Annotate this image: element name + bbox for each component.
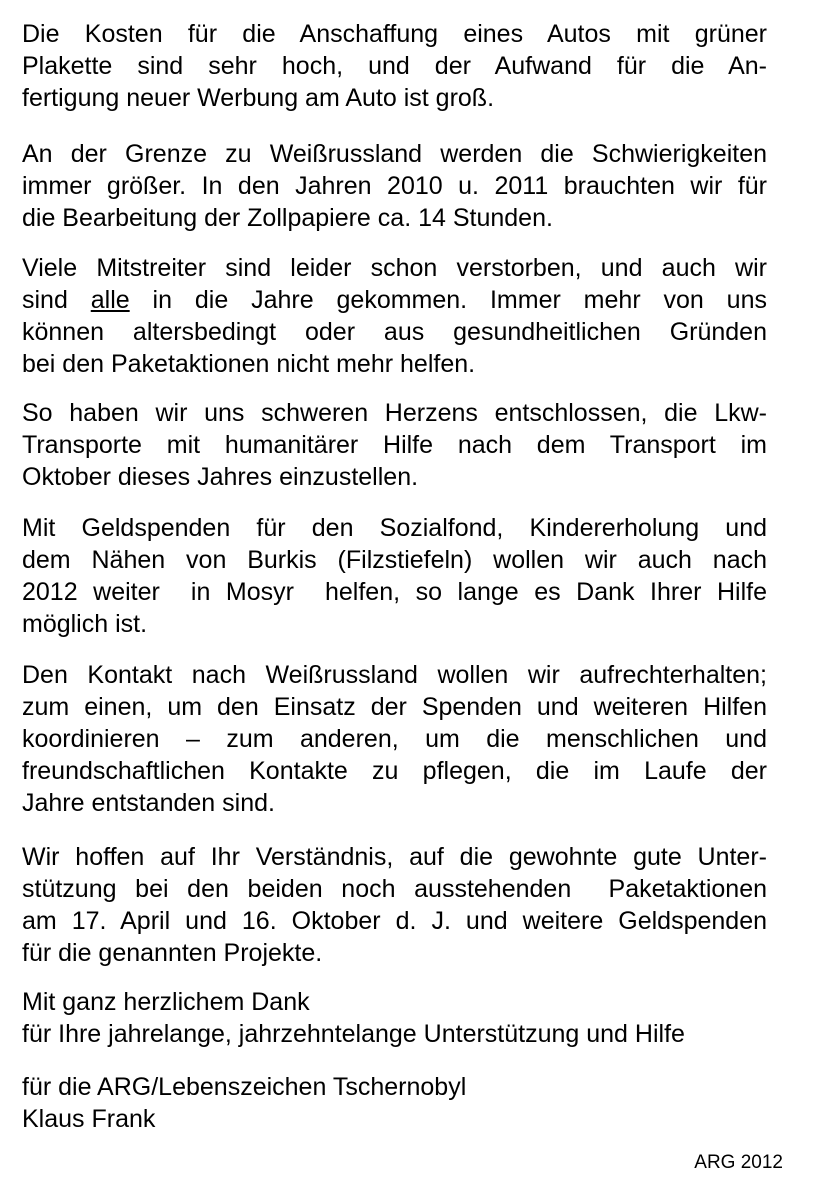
text-line: können altersbedingt oder aus gesundheitlichen Gründen bbox=[22, 318, 767, 346]
text-line-with-underline bbox=[22, 284, 767, 316]
text-line: stützung bei den beiden noch ausstehenden Paketaktionen bbox=[22, 875, 767, 903]
text-fragment: sind bbox=[22, 286, 68, 314]
text-line: für die genannten Projekte. bbox=[22, 939, 323, 967]
text-line: An der Grenze zu Weißrussland werden die Schwierigkeiten bbox=[22, 140, 767, 168]
text-line: immer größer. In den Jahren 2010 u. 2011 brauchten wir für bbox=[22, 172, 767, 200]
paragraph-donations bbox=[22, 512, 767, 640]
text-line: Den Kontakt nach Weißrussland wollen wir aufrechterhalten; bbox=[22, 661, 767, 689]
paragraph-costs bbox=[22, 18, 767, 114]
text-line: dem Nähen von Burkis (Filzstiefeln) wollen wir auch nach bbox=[22, 546, 767, 574]
signature-block bbox=[22, 1071, 767, 1135]
text-line: Wir hoffen auf Ihr Verständnis, auf die gewohnte gute Unter- bbox=[22, 843, 767, 871]
text-line: Jahre entstanden sind. bbox=[22, 789, 275, 817]
text-line: möglich ist. bbox=[22, 610, 148, 638]
text-line: Mit Geldspenden für den Sozialfond, Kindererholung und bbox=[22, 514, 767, 542]
text-line: am 17. April und 16. Oktober d. J. und weitere Geldspenden bbox=[22, 907, 767, 935]
text-line: freundschaftlichen Kontakte zu pflegen, die im Laufe der bbox=[22, 757, 767, 785]
paragraph-decision bbox=[22, 397, 767, 493]
paragraph-border bbox=[22, 138, 767, 234]
text-fragment: in die Jahre gekommen. Immer mehr von uns bbox=[152, 286, 767, 314]
text-line: Transporte mit humanitärer Hilfe nach dem Transport im bbox=[22, 431, 767, 459]
signer-name: Klaus Frank bbox=[22, 1105, 156, 1133]
paragraph-contact bbox=[22, 659, 767, 819]
text-line: Plakette sind sehr hoch, und der Aufwand für die An- bbox=[22, 52, 767, 80]
text-line: So haben wir uns schweren Herzens entschlossen, die Lkw- bbox=[22, 399, 767, 427]
paragraph-members bbox=[22, 252, 767, 380]
organization-line: für die ARG/Lebenszeichen Tschernobyl bbox=[22, 1073, 467, 1101]
text-line: Mit ganz herzlichem Dank bbox=[22, 988, 310, 1016]
footer-mark: ARG 2012 bbox=[694, 1152, 783, 1173]
text-line: Die Kosten für die Anschaffung eines Autos mit grüner bbox=[22, 20, 767, 48]
text-line: die Bearbeitung der Zollpapiere ca. 14 Stunden. bbox=[22, 204, 553, 232]
text-line: bei den Paketaktionen nicht mehr helfen. bbox=[22, 350, 476, 378]
text-line: Viele Mitstreiter sind leider schon verstorben, und auch wir bbox=[22, 254, 767, 282]
text-line: 2012 weiter in Mosyr helfen, so lange es Dank Ihrer Hilfe bbox=[22, 578, 767, 606]
underlined-word: alle bbox=[90, 286, 130, 314]
text-line: für Ihre jahrelange, jahrzehntelange Unterstützung und Hilfe bbox=[22, 1020, 685, 1048]
text-line: zum einen, um den Einsatz der Spenden und weiteren Hilfen bbox=[22, 693, 767, 721]
paragraph-thanks bbox=[22, 986, 767, 1050]
text-line: fertigung neuer Werbung am Auto ist groß. bbox=[22, 84, 495, 112]
text-line: Oktober dieses Jahres einzustellen. bbox=[22, 463, 419, 491]
text-line: koordinieren – zum anderen, um die menschlichen und bbox=[22, 725, 767, 753]
paragraph-hope bbox=[22, 841, 767, 969]
